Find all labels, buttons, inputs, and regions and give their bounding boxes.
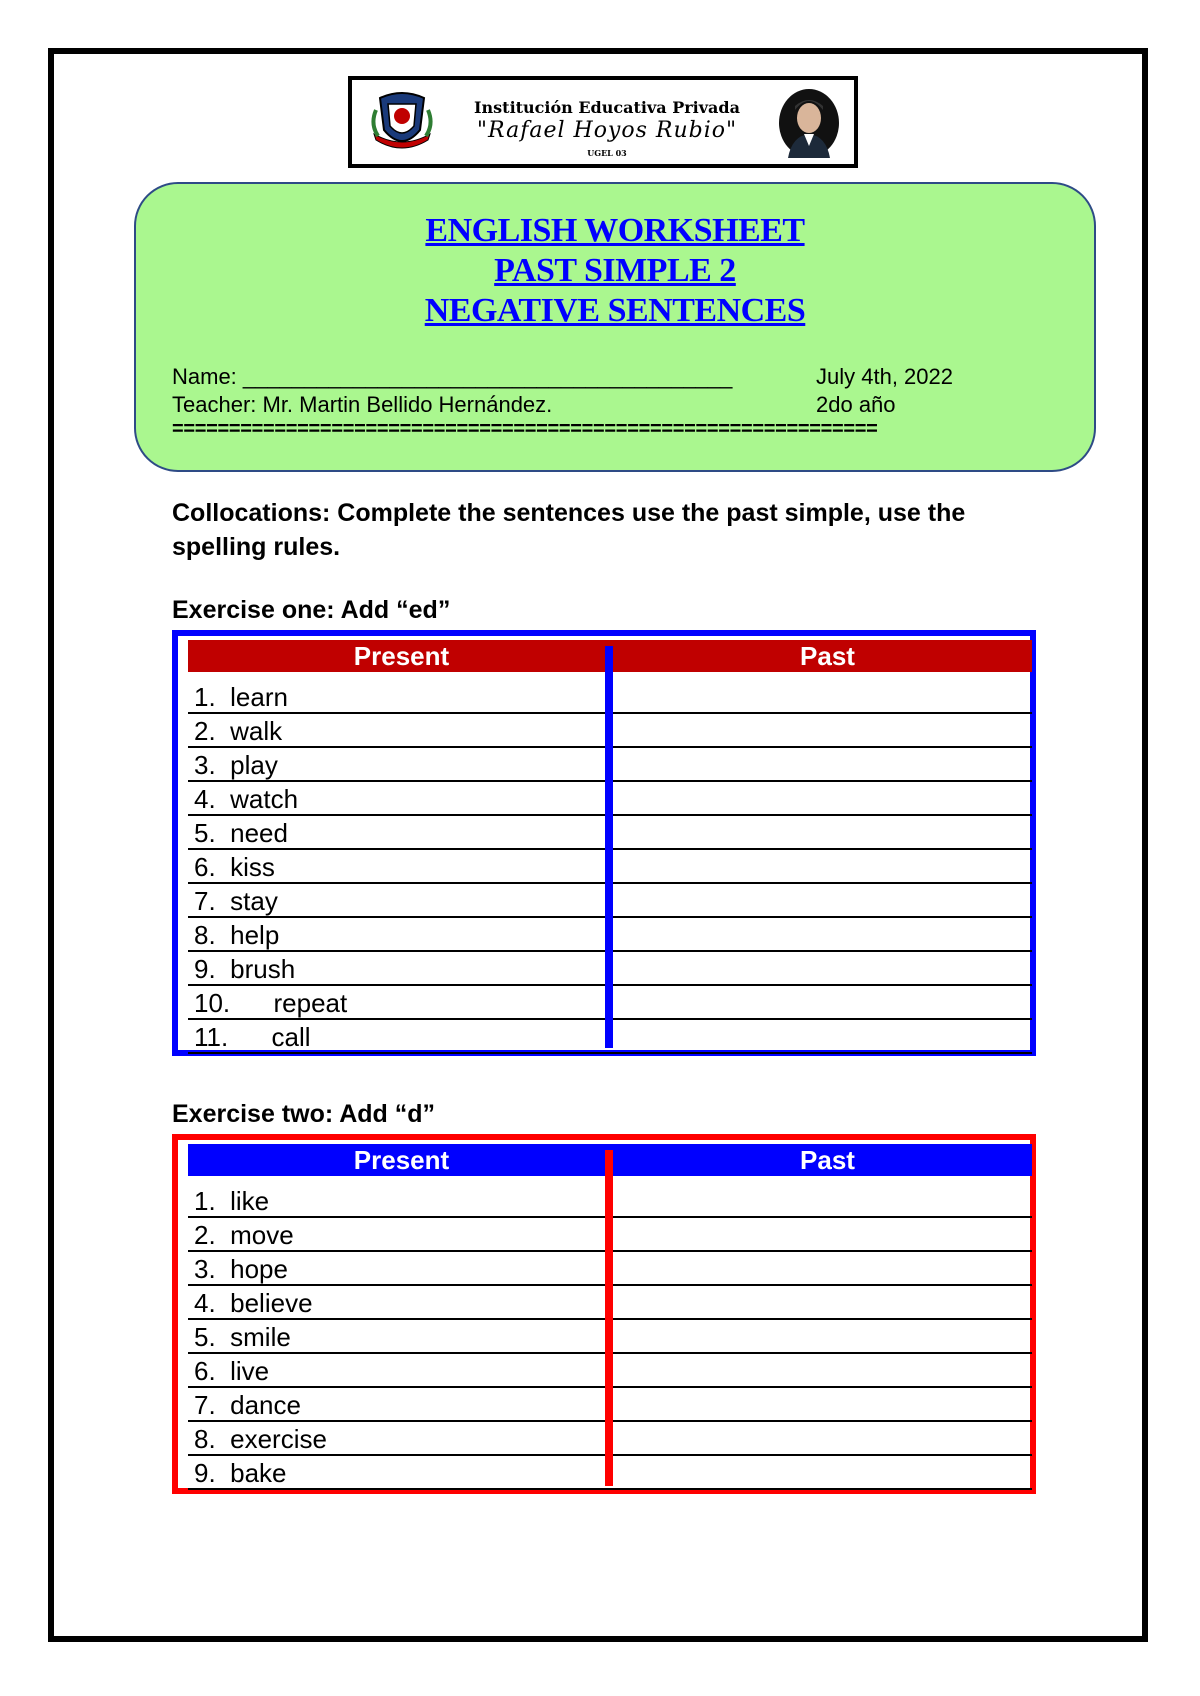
past-answer-cell[interactable]: [620, 1354, 1032, 1386]
exercise-two-table: [172, 1134, 1036, 1494]
worksheet-date: July 4th, 2022: [816, 364, 953, 389]
past-answer-cell[interactable]: [620, 1218, 1032, 1250]
worksheet-subtitle: PAST SIMPLE 2: [494, 252, 736, 289]
past-answer-cell[interactable]: [620, 816, 1032, 848]
column-divider: [605, 646, 613, 1048]
present-verb-cell: 3. hope: [194, 1254, 288, 1284]
present-verb-cell: 10. repeat: [194, 988, 348, 1018]
past-answer-cell[interactable]: [620, 1422, 1032, 1454]
present-verb-cell: 7. stay: [194, 886, 278, 916]
present-verb-cell: 4. believe: [194, 1288, 313, 1318]
past-column-header: Past: [800, 641, 855, 671]
school-logo-banner: [348, 76, 858, 168]
past-answer-cell[interactable]: [620, 986, 1032, 1018]
past-answer-cell[interactable]: [620, 680, 1032, 712]
past-answer-cell[interactable]: [620, 714, 1032, 746]
present-verb-cell: 2. walk: [194, 716, 283, 746]
school-name-line2: "Rafael Hoyos Rubio": [476, 118, 738, 143]
portrait-image: [778, 88, 840, 158]
present-column-header: Present: [353, 1145, 450, 1175]
exercise-one-table: [172, 630, 1036, 1056]
instructions-text: Collocations: Complete the sentences use the past simple, use the spelling rules.: [172, 499, 966, 561]
column-divider: [605, 1150, 613, 1486]
present-verb-cell: 11. call: [194, 1022, 311, 1052]
present-verb-cell: 8. exercise: [194, 1424, 327, 1454]
past-answer-cell[interactable]: [620, 1320, 1032, 1352]
past-answer-cell[interactable]: [620, 850, 1032, 882]
separator-line: ==============================================================: [172, 418, 878, 440]
worksheet-header-card: [134, 182, 1096, 472]
present-verb-cell: 9. brush: [194, 954, 296, 984]
past-answer-cell[interactable]: [620, 1286, 1032, 1318]
present-verb-cell: 2. move: [194, 1220, 294, 1250]
worksheet-topic: NEGATIVE SENTENCES: [424, 292, 806, 329]
present-verb-cell: 8. help: [194, 920, 280, 950]
present-verb-cell: 1. learn: [194, 682, 288, 712]
past-answer-cell[interactable]: [620, 1020, 1032, 1052]
worksheet-title: ENGLISH WORKSHEET: [425, 212, 805, 249]
teacher-name: Teacher: Mr. Martin Bellido Hernández.: [172, 392, 553, 417]
present-verb-cell: 7. dance: [194, 1390, 301, 1420]
past-answer-cell[interactable]: [620, 952, 1032, 984]
past-column-header: Past: [800, 1145, 855, 1175]
past-answer-cell[interactable]: [620, 1388, 1032, 1420]
past-answer-cell[interactable]: [620, 1456, 1032, 1488]
present-column-header: Present: [353, 641, 450, 671]
exercise-one-heading: Exercise one: Add “ed”: [172, 596, 451, 624]
past-answer-cell[interactable]: [620, 782, 1032, 814]
past-answer-cell[interactable]: [620, 748, 1032, 780]
past-answer-cell[interactable]: [620, 884, 1032, 916]
school-ugel: UGEL 03: [587, 148, 627, 158]
past-answer-cell[interactable]: [620, 1252, 1032, 1284]
present-verb-cell: 1. like: [194, 1186, 270, 1216]
present-verb-cell: 6. kiss: [194, 852, 275, 882]
name-field: Name: ________________________________________: [172, 364, 733, 389]
present-verb-cell: 9. bake: [194, 1458, 287, 1488]
school-name-line1: Institución Educativa Privada: [474, 98, 740, 117]
school-crest-icon: [370, 90, 434, 154]
past-answer-cell[interactable]: [620, 918, 1032, 950]
present-verb-cell: 5. smile: [194, 1322, 291, 1352]
present-verb-cell: 4. watch: [194, 784, 299, 814]
past-answer-cell[interactable]: [620, 1184, 1032, 1216]
grade-level: 2do año: [816, 392, 896, 417]
present-verb-cell: 3. play: [194, 750, 278, 780]
present-verb-cell: 5. need: [194, 818, 288, 848]
present-verb-cell: 6. live: [194, 1356, 270, 1386]
exercise-two-heading: Exercise two: Add “d”: [172, 1100, 436, 1128]
